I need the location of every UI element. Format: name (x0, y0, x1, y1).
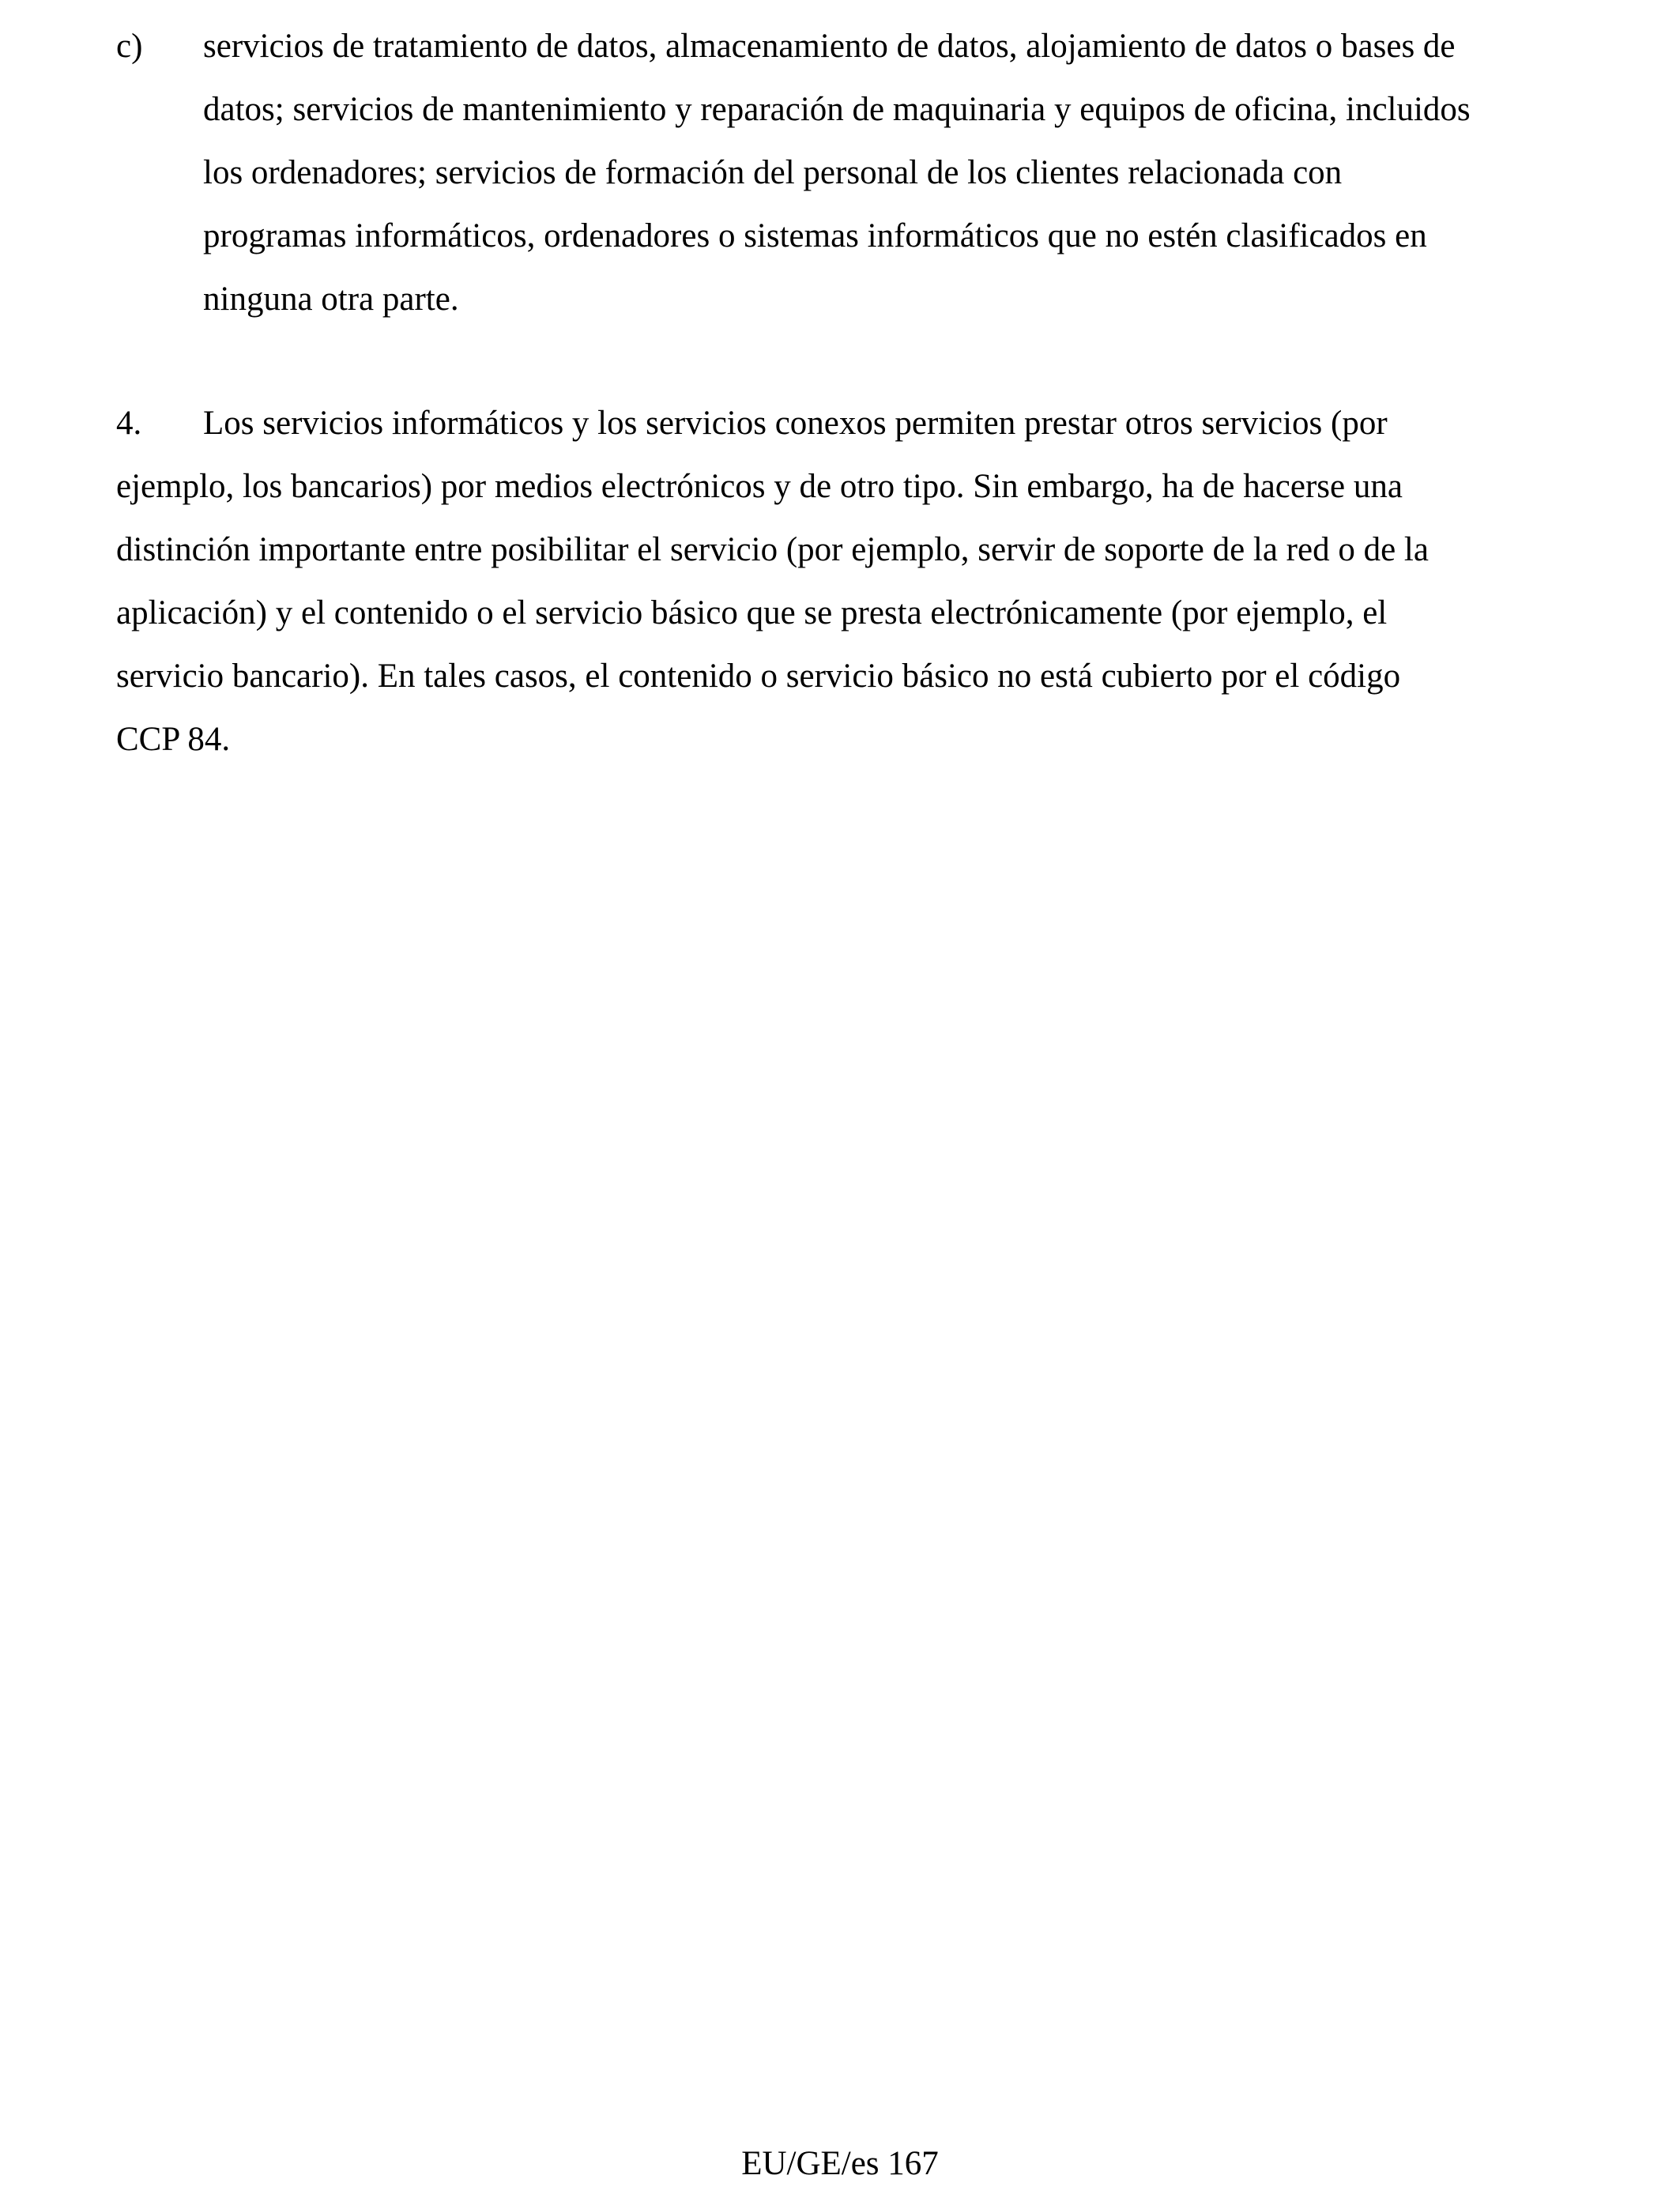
list-item-line: datos; servicios de mantenimiento y reparación de maquinaria y equipos de oficina, incluidos (203, 91, 1471, 128)
paragraph-line: servicio bancario). En tales casos, el contenido o servicio básico no está cubierto por el código (116, 658, 1401, 695)
list-item-line: programas informáticos, ordenadores o sistemas informáticos que no estén clasificados en (203, 217, 1427, 254)
list-item-label: c) (116, 28, 143, 65)
paragraph-line: Los servicios informáticos y los servicios conexos permiten prestar otros servicios (por (203, 405, 1388, 442)
list-item-line: servicios de tratamiento de datos, almacenamiento de datos, alojamiento de datos o bases de (203, 28, 1456, 65)
list-item-line: ninguna otra parte. (203, 281, 459, 318)
page-footer-reference: EU/GE/es 167 (741, 2145, 939, 2182)
paragraph-line: aplicación) y el contenido o el servicio básico que se presta electrónicamente (por ejemplo, el (116, 594, 1388, 631)
paragraph-line: distinción importante entre posibilitar el servicio (por ejemplo, servir de soporte de la red o de la (116, 531, 1429, 568)
list-item-line: los ordenadores; servicios de formación del personal de los clientes relacionada con (203, 154, 1343, 191)
paragraph-line: ejemplo, los bancarios) por medios electrónicos y de otro tipo. Sin embargo, ha de hacerse una (116, 468, 1403, 505)
paragraph-number: 4. (116, 405, 142, 442)
paragraph-line: CCP 84. (116, 721, 231, 758)
